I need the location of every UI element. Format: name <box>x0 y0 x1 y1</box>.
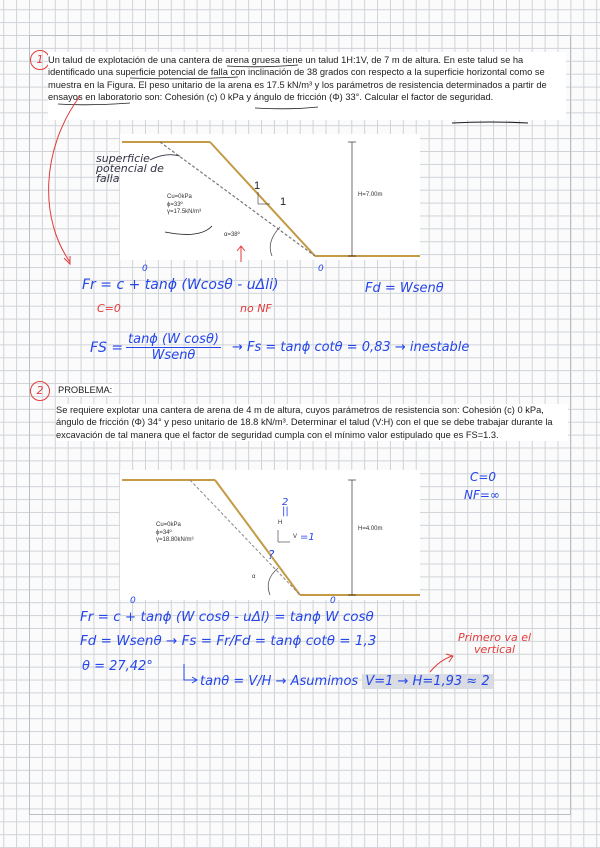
v-note-2: =1 <box>300 532 315 543</box>
tan-assume <box>200 674 493 689</box>
fd-equation-1: Fd = Wsenθ <box>365 281 444 296</box>
alpha-label-1: α=38º <box>224 232 240 238</box>
fr-equation-1: Fr = c + tanϕ (Wcosθ - uΔli) <box>82 277 279 293</box>
h-note-2: 2 || <box>282 497 289 517</box>
problem-2-text: Se requiere explotar una cantera de arena de 4 m de altura, cuyos parámetros de resistencia son: Cohesión (c) 0 kPa, ángulo de fricción (Φ) 34° y peso unitario de 18.8 kN/m³. Determinar el talud (V:H) con el que se debe trabajar durante la excavación de tal manera que el factor de seguridad cumpla con el mínimo valor estipulado que es FS=1.3. <box>56 405 553 440</box>
slope-v-label-1: 1 <box>254 180 261 192</box>
failure-surface-label: superficie potencial de falla <box>96 152 164 185</box>
fs-label-1: FS = <box>90 340 124 356</box>
assume-highlight: V=1 → H=1,93 ≈ 2 <box>362 674 492 689</box>
problem-1-text: Un talud de explotación de una cantera de arena gruesa tiene un talud 1H:1V, de 7 m de altura. En este talud se ha identificado una superficie potencial de falla con inclinación de 38 grados con respecto a la superficie horizontal como se muestra en la Figura. El peso unitario de la arena es 17.5 kN/m³ y los parámetros de resistencia determinados a partir de ensayos en laboratorio son: Cohesión (c) 0 kPa y ángulo de fricción (Φ) 33°. Calcular el factor de seguridad. <box>48 55 547 102</box>
fr-zero-end-1: 0 <box>318 264 324 274</box>
no-nf: no NF <box>240 302 272 315</box>
params-2: Cu=0kPa ϕ=34º γ=18.80kN/m³ <box>156 522 194 543</box>
fs-numerator-1: tanϕ (W cosθ) <box>128 332 219 347</box>
problem-2-number: 2 <box>36 384 44 397</box>
fs-result-1: → Fs = tanϕ cotθ = 0,83 → inestable <box>232 340 470 355</box>
slope-h-label-2: H <box>278 520 283 526</box>
tan-assume-text: tanθ = V/H → Asumimos <box>200 674 359 689</box>
fr-zero-top-1: 0 <box>142 264 148 274</box>
c-zero-2: C=0 <box>470 470 497 484</box>
slope-v-label-2: V <box>293 534 298 540</box>
fd-fs-equation-2: Fd = Wsenθ → Fs = Fr/Fd = tanϕ cotθ = 1,3 <box>80 633 377 649</box>
vertical-first-note: Primero va el vertical <box>458 631 532 656</box>
fr-zero-end-2: 0 <box>330 596 336 606</box>
params-1: Cu=0kPa ϕ=33º γ=17.5kN/m³ <box>167 194 202 215</box>
alpha-label-2: α <box>252 574 256 580</box>
fs-denominator-1: Wsenθ <box>151 348 196 363</box>
height-label-1: H=7.00m <box>358 192 383 198</box>
height-label-2: H=4.00m <box>358 526 383 532</box>
nf-infinite: NF=∞ <box>464 488 500 502</box>
fr-zero-top-2: 0 <box>130 596 136 606</box>
c-zero-1: C=0 <box>97 302 121 315</box>
slope-h-label-1: 1 <box>280 196 287 208</box>
fr-equation-2: Fr = c + tanϕ (W cosθ - uΔl) = tanϕ W cosθ <box>80 609 374 625</box>
question-mark-2: ? <box>268 548 275 562</box>
theta-result: θ = 27,42° <box>82 659 153 674</box>
problem-1-number: 1 <box>36 53 44 66</box>
problem-2-heading: PROBLEMA: <box>58 385 113 395</box>
